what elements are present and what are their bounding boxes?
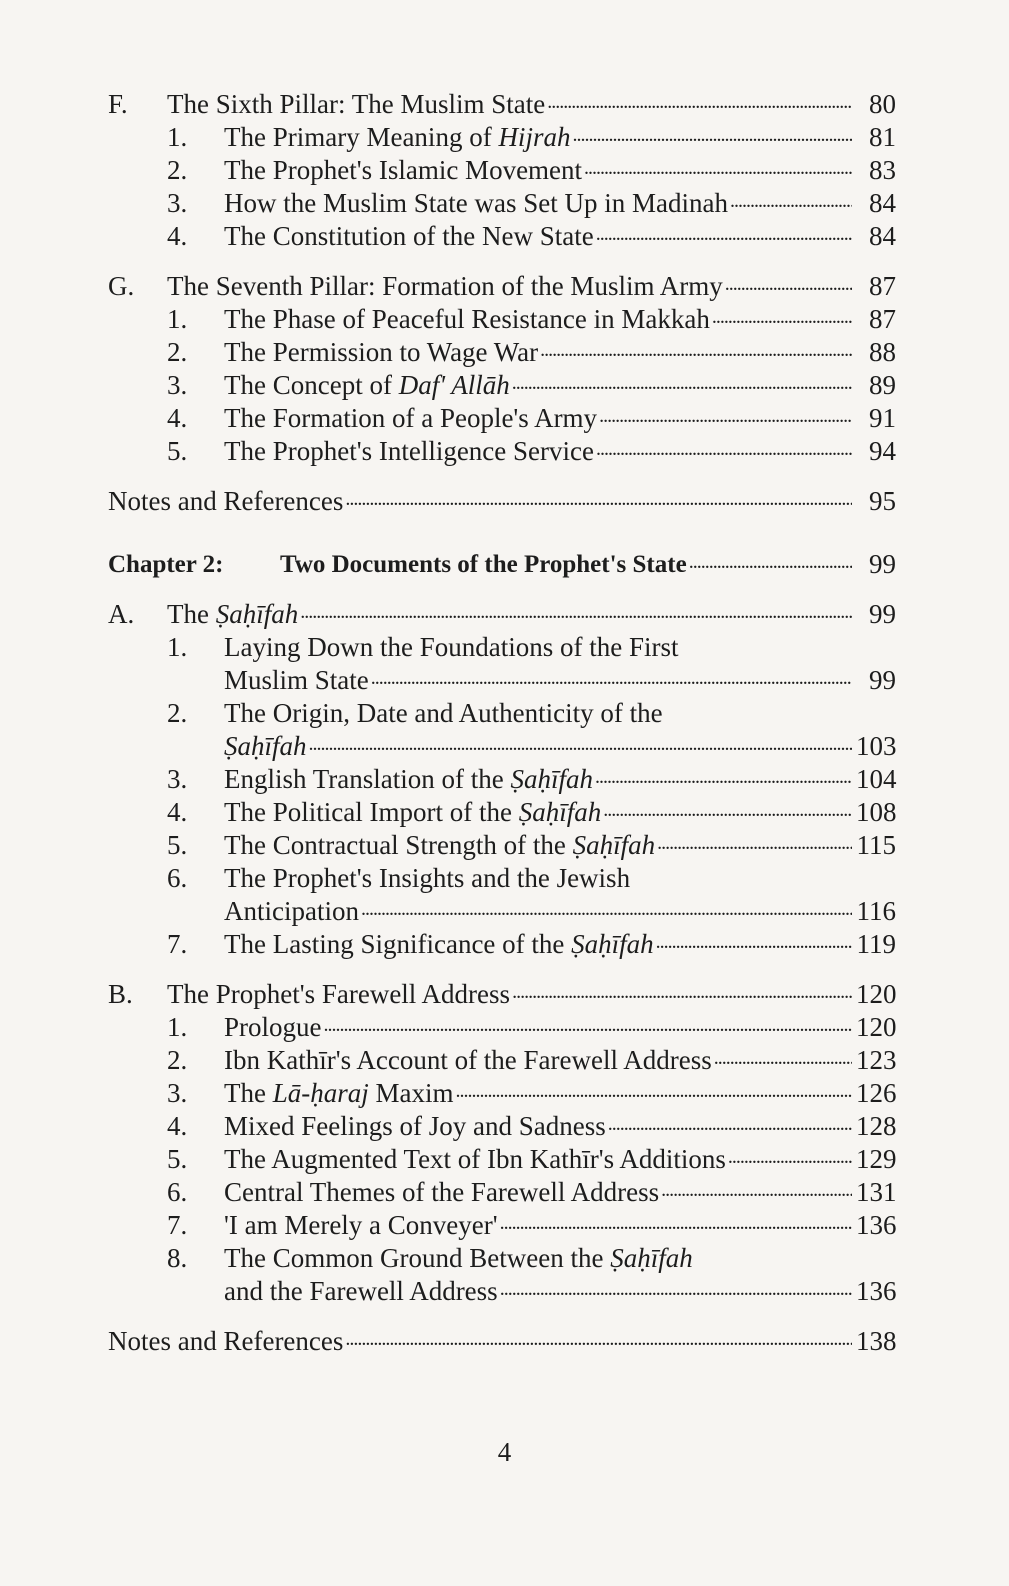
item-number: 8. xyxy=(167,1243,188,1273)
item-number: 5. xyxy=(167,436,188,466)
page-number: 120 xyxy=(856,1012,897,1042)
item-number: 4. xyxy=(167,221,188,251)
item-title: The Phase of Peaceful Resistance in Makkah xyxy=(224,304,710,334)
dot-leader xyxy=(593,763,852,796)
dot-leader xyxy=(597,402,852,435)
section-title: The Seventh Pillar: Formation of the Muslim Army xyxy=(167,271,723,301)
item-number: 1. xyxy=(167,122,188,152)
item-last-line xyxy=(224,1275,896,1308)
dot-leader xyxy=(723,270,852,303)
page-number: 104 xyxy=(856,764,897,794)
dot-leader xyxy=(298,598,852,631)
item-number: 1. xyxy=(167,1012,188,1042)
dot-leader xyxy=(307,730,852,763)
toc-item xyxy=(167,763,896,796)
dot-leader xyxy=(655,829,852,862)
dot-leader xyxy=(659,1176,852,1209)
item-title: The Permission to Wage War xyxy=(224,337,539,367)
toc-section-b xyxy=(108,978,896,1011)
item-title: How the Muslim State was Set Up in Madinah xyxy=(224,188,728,218)
page-number: 123 xyxy=(856,1045,897,1075)
page-number: 99 xyxy=(869,549,896,579)
section-title: The Prophet's Farewell Address xyxy=(167,979,511,1009)
item-title-cont: Anticipation xyxy=(224,896,359,926)
item-number: 2. xyxy=(167,1045,188,1075)
section-letter: F. xyxy=(108,89,128,119)
page-number: 88 xyxy=(869,337,896,367)
dot-leader xyxy=(454,1077,852,1110)
section-letter: G. xyxy=(108,271,135,301)
item-number: 6. xyxy=(167,1177,188,1207)
page-number: 99 xyxy=(869,665,896,695)
toc-item xyxy=(167,928,896,961)
toc-item xyxy=(167,402,896,435)
dot-leader xyxy=(594,435,852,468)
section-title: The Sixth Pillar: The Muslim State xyxy=(167,89,546,119)
item-title: The Augmented Text of Ibn Kathīr's Additions xyxy=(224,1144,726,1174)
toc-item xyxy=(167,187,896,220)
spacer xyxy=(108,468,896,485)
page-number: 83 xyxy=(869,155,896,185)
item-body xyxy=(224,697,896,763)
toc-item xyxy=(167,829,896,862)
item-title: The Prophet's Insights and the Jewish xyxy=(224,863,631,893)
item-number: 4. xyxy=(167,403,188,433)
page-number: 138 xyxy=(856,1326,897,1356)
page-number: 128 xyxy=(856,1111,897,1141)
item-body xyxy=(224,631,896,697)
dot-leader xyxy=(510,369,852,402)
item-last-line xyxy=(224,730,896,763)
item-title: The Lā-ḥaraj Maxim xyxy=(224,1078,454,1108)
toc-section-g xyxy=(108,270,896,303)
page-number: 94 xyxy=(869,436,896,466)
page-number: 116 xyxy=(856,896,896,926)
page-number: 129 xyxy=(856,1144,897,1174)
dot-leader xyxy=(687,548,852,581)
item-number: 3. xyxy=(167,1078,188,1108)
item-title: 'I am Merely a Conveyer' xyxy=(224,1210,498,1240)
item-number: 3. xyxy=(167,370,188,400)
dot-leader xyxy=(582,154,852,187)
item-number: 7. xyxy=(167,1210,188,1240)
toc-item xyxy=(167,1176,896,1209)
item-body xyxy=(224,862,896,928)
spacer xyxy=(108,961,896,978)
item-title-cont: Muslim State xyxy=(224,665,369,695)
page-number: 136 xyxy=(856,1276,897,1306)
toc-item xyxy=(167,796,896,829)
item-number: 2. xyxy=(167,155,188,185)
dot-leader xyxy=(601,796,852,829)
spacer xyxy=(108,253,896,270)
item-number: 2. xyxy=(167,698,188,728)
dot-leader xyxy=(498,1275,852,1308)
spacer xyxy=(108,1308,896,1325)
toc-item xyxy=(167,1077,896,1110)
dot-leader xyxy=(359,895,852,928)
item-number: 3. xyxy=(167,188,188,218)
toc-item xyxy=(167,336,896,369)
item-title-cont: Ṣaḥīfah xyxy=(224,731,307,761)
page-number: 99 xyxy=(869,599,896,629)
toc-item xyxy=(167,631,896,697)
toc-item xyxy=(167,1011,896,1044)
item-title: Prologue xyxy=(224,1012,322,1042)
section-letter: A. xyxy=(108,599,135,629)
dot-leader xyxy=(538,336,852,369)
page-number: 108 xyxy=(856,797,897,827)
toc-item xyxy=(167,1110,896,1143)
toc-item xyxy=(167,435,896,468)
item-number: 6. xyxy=(167,863,188,893)
spacer xyxy=(108,581,896,598)
item-title: The Constitution of the New State xyxy=(224,221,594,251)
toc-item xyxy=(167,1242,896,1308)
page-number: 103 xyxy=(856,731,897,761)
toc-item xyxy=(167,1209,896,1242)
dot-leader xyxy=(498,1209,852,1242)
page-number: 87 xyxy=(869,304,896,334)
page-number: 120 xyxy=(856,979,897,1009)
item-number: 2. xyxy=(167,337,188,367)
item-title: Central Themes of the Farewell Address xyxy=(224,1177,660,1207)
dot-leader xyxy=(343,485,852,518)
item-title-cont: and the Farewell Address xyxy=(224,1276,498,1306)
dot-leader xyxy=(594,220,852,253)
item-number: 4. xyxy=(167,797,188,827)
notes-title: Notes and References xyxy=(108,486,344,516)
item-number: 5. xyxy=(167,1144,188,1174)
item-title: The Lasting Significance of the Ṣaḥīfah xyxy=(224,929,654,959)
page-number: 126 xyxy=(856,1078,897,1108)
item-title: English Translation of the Ṣaḥīfah xyxy=(224,764,594,794)
item-title: Mixed Feelings of Joy and Sadness xyxy=(224,1111,606,1141)
dot-leader xyxy=(710,303,852,336)
notes-title: Notes and References xyxy=(108,1326,344,1356)
item-number: 7. xyxy=(167,929,188,959)
toc-notes-references xyxy=(108,1325,896,1358)
page-number: 87 xyxy=(869,271,896,301)
toc-section-a xyxy=(108,598,896,631)
chapter-title: Two Documents of the Prophet's State xyxy=(280,551,687,578)
page-number: 84 xyxy=(869,188,896,218)
toc-item xyxy=(167,121,896,154)
page-number: 115 xyxy=(856,830,896,860)
page-number: 119 xyxy=(856,929,896,959)
item-number: 5. xyxy=(167,830,188,860)
item-title: The Origin, Date and Authenticity of the xyxy=(224,698,663,728)
page-number: 81 xyxy=(869,122,896,152)
page-number: 136 xyxy=(856,1210,897,1240)
item-title: The Primary Meaning of Hijrah xyxy=(224,122,571,152)
dot-leader xyxy=(545,88,852,121)
toc-item xyxy=(167,369,896,402)
page-number: 89 xyxy=(869,370,896,400)
toc-item xyxy=(167,862,896,928)
toc-item xyxy=(167,154,896,187)
item-title: The Prophet's Intelligence Service xyxy=(224,436,594,466)
page-number: 91 xyxy=(869,403,896,433)
item-title: The Contractual Strength of the Ṣaḥīfah xyxy=(224,830,656,860)
chapter-label: Chapter 2: xyxy=(108,551,224,578)
toc-item xyxy=(167,1044,896,1077)
toc-notes-references xyxy=(108,485,896,518)
item-number: 4. xyxy=(167,1111,188,1141)
toc-item xyxy=(167,1143,896,1176)
dot-leader xyxy=(712,1044,852,1077)
item-last-line xyxy=(224,664,896,697)
item-number: 3. xyxy=(167,764,188,794)
item-body xyxy=(224,1242,896,1308)
toc-section-f xyxy=(108,88,896,121)
item-title: Laying Down the Foundations of the First xyxy=(224,632,679,662)
toc-item xyxy=(167,303,896,336)
page-number: 95 xyxy=(869,486,896,516)
item-last-line xyxy=(224,895,896,928)
toc-item xyxy=(167,697,896,763)
dot-leader xyxy=(510,978,852,1011)
dot-leader xyxy=(606,1110,852,1143)
item-number: 1. xyxy=(167,632,188,662)
section-title: The Ṣaḥīfah xyxy=(167,599,299,629)
item-title: The Political Import of the Ṣaḥīfah xyxy=(224,797,602,827)
item-title: Ibn Kathīr's Account of the Farewell Address xyxy=(224,1045,712,1075)
page-number: 80 xyxy=(869,89,896,119)
dot-leader xyxy=(570,121,852,154)
dot-leader xyxy=(654,928,852,961)
spacer xyxy=(108,518,896,548)
page-number: 131 xyxy=(856,1177,897,1207)
toc-item xyxy=(167,220,896,253)
item-title: The Formation of a People's Army xyxy=(224,403,598,433)
page-number: 84 xyxy=(869,221,896,251)
toc-chapter-2 xyxy=(108,548,896,581)
dot-leader xyxy=(728,187,852,220)
item-title: The Prophet's Islamic Movement xyxy=(224,155,583,185)
dot-leader xyxy=(369,664,852,697)
dot-leader xyxy=(343,1325,852,1358)
dot-leader xyxy=(322,1011,853,1044)
dot-leader xyxy=(726,1143,852,1176)
table-of-contents xyxy=(108,88,896,1358)
item-number: 1. xyxy=(167,304,188,334)
item-title: The Common Ground Between the Ṣaḥīfah xyxy=(224,1243,693,1273)
item-title: The Concept of Daf' Allāh xyxy=(224,370,510,400)
page-folio: 4 xyxy=(497,1437,512,1467)
section-letter: B. xyxy=(108,979,133,1009)
